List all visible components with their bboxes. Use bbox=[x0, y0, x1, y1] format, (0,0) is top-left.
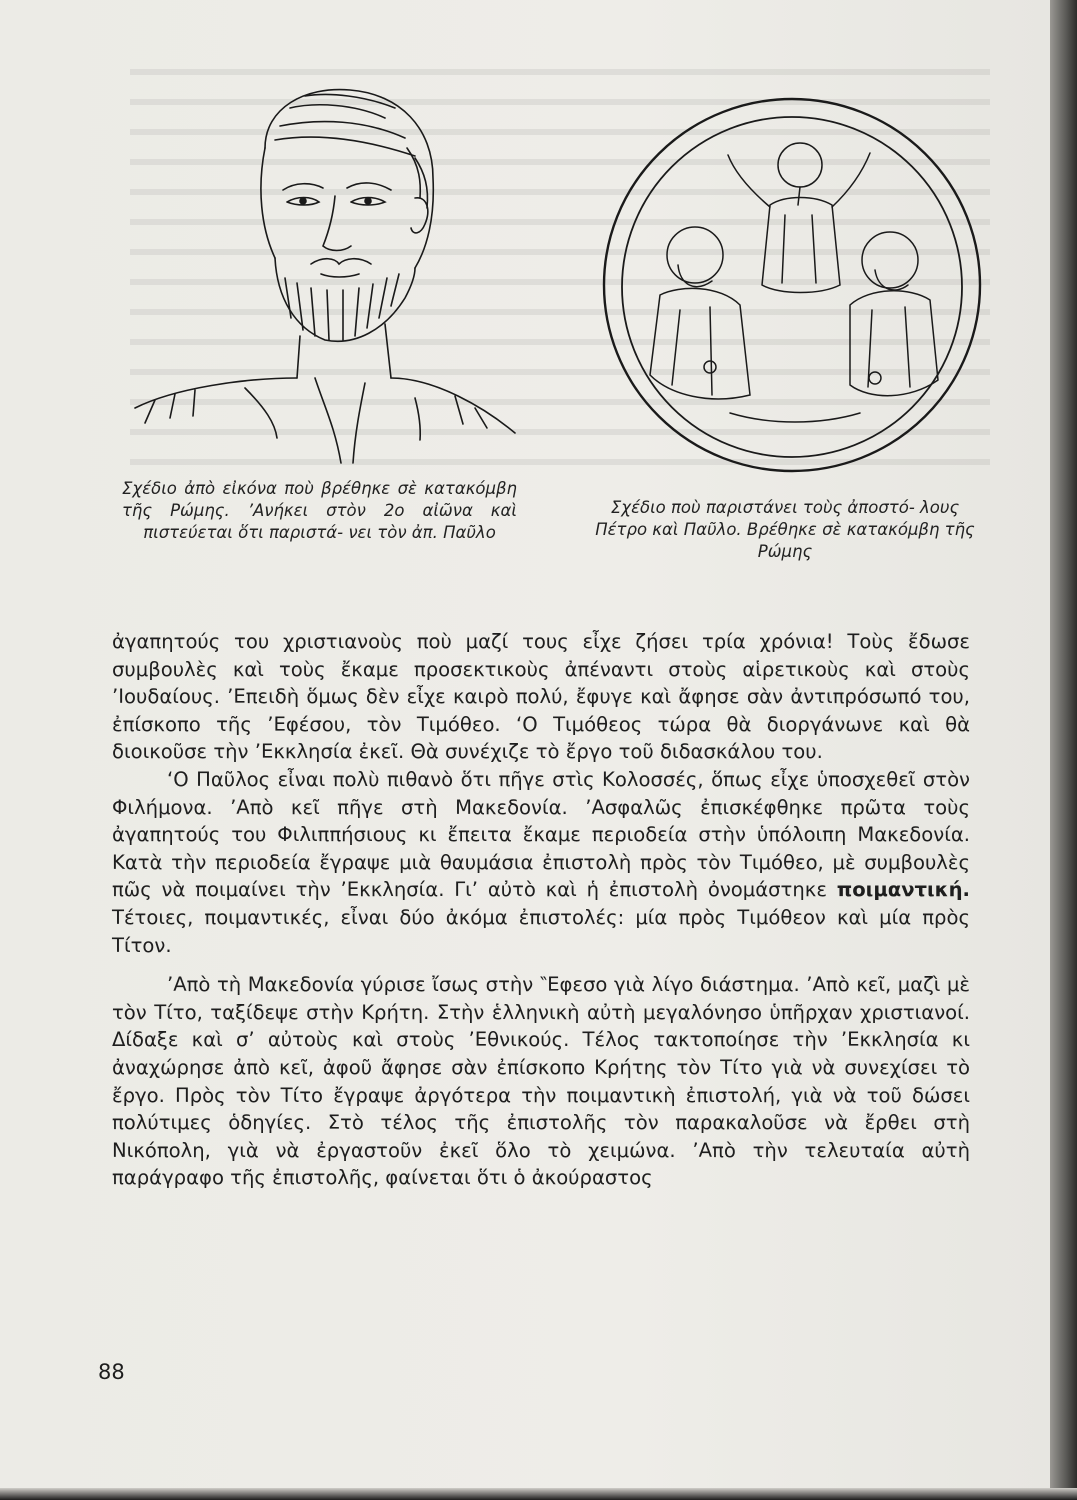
body-text bbox=[112, 628, 970, 1192]
figure-2-caption-line-1: Σχέδιο ποὺ παριστάνει τοὺς ἀποστό- bbox=[610, 498, 915, 517]
figure-2-caption bbox=[585, 497, 985, 563]
paragraph-2-bold-term: ποιμαντική. bbox=[836, 878, 970, 902]
figure-2-caption-line-3: κατακόμβη τῆς Ρώμης bbox=[757, 520, 975, 561]
book-spine bbox=[1050, 0, 1077, 1500]
paragraph-2-text-before: ‘Ο Παῦλος εἶναι πολὺ πιθανὸ ὅτι πῆγε στὶς Κολοσσές, ὅπως εἶχε ὑποσχεθεῖ στὸν Φιλήμονα. ’Απὸ κεῖ πῆγε στὴ Μακεδονία. ’Ασφαλῶς ἐπισκέφθηκε πρῶτα τοὺς ἀγαπητούς του Φιλιππήσιους κι ἔπειτα ἔκαμε περιοδεία στὴν ὑπόλοιπη Μακεδονία. Κατὰ τὴν περιοδεία ἔγραψε μιὰ θαυμάσια ἐπιστολὴ πρὸς τὸν Τιμόθεο, μὲ συμβουλὲς πῶς νὰ ποιμαίνει τὴν ’Εκκλησία. Γι’ αὐτὸ καὶ ἡ ἐπιστολὴ ὀνομάστηκε bbox=[112, 767, 970, 902]
paragraph-1: ἀγαπητούς του χριστιανοὺς ποὺ μαζί τους εἶχε ζήσει τρία χρόνια! Τοὺς ἔδωσε συμβουλὲς καὶ τοὺς ἔκαμε προσεκτικοὺς ἀπέναντι στοὺς αἱρετικοὺς καὶ στοὺς ’Ιουδαίους. ’Επειδὴ ὅμως δὲν εἶχε καιρὸ πολύ, ἔφυγε καὶ ἄφησε σὰν ἀντιπρόσωπό του, ἐπίσκοπο τῆς ’Εφέσου, τὸν Τιμόθεο. ‘Ο Τιμόθεος τώρα θὰ διοργάνωνε καὶ θὰ διοικοῦσε τὴν ’Εκκλησία ἐκεῖ. Θὰ συνέχιζε τὸ ἔργο τοῦ διδασκάλου του. bbox=[112, 630, 970, 764]
figure-1-caption-line-4: νει τὸν ἀπ. Παῦλο bbox=[348, 523, 496, 542]
scan-bottom-edge bbox=[0, 1488, 1077, 1500]
paragraph-2 bbox=[112, 766, 970, 959]
paul-portrait-sketch bbox=[115, 78, 525, 468]
figure-1-caption-line-1: Σχέδιο ἀπὸ εἰκόνα ποὺ βρέθηκε σὲ bbox=[122, 479, 417, 498]
paragraph-2-text-after: Τέτοιες, ποιμαντικές, εἶναι δύο ἀκόμα ἐπιστολές: μία πρὸς Τιμόθεον καὶ μία πρὸς Τίτον. bbox=[112, 905, 970, 957]
figure-1-caption-line-3: 2ο αἰῶνα καὶ πιστεύεται ὅτι παριστά- bbox=[143, 501, 517, 542]
figure-1-caption bbox=[122, 478, 517, 544]
figure-2-caption-line-2: λους Πέτρο καὶ Παῦλο. Βρέθηκε σὲ bbox=[595, 498, 960, 539]
page-number: 88 bbox=[98, 1360, 125, 1384]
paragraph-3: ’Απὸ τὴ Μακεδονία γύρισε ἴσως στὴν ‶Εφεσο γιὰ λίγο διάστημα. ’Απὸ κεῖ, μαζὶ μὲ τὸν Τίτο, ταξίδεψε στὴν Κρήτη. Στὴν ἑλληνικὴ αὐτὴ μεγαλόνησο ὑπῆρχαν χριστιανοί. Δίδαξε καὶ σ’ αὐτοὺς καὶ στοὺς ’Εθνικούς. Τέλος τακτοποίησε τὴν ’Εκκλησία κι ἀναχώρησε ἀπὸ κεῖ, ἀφοῦ ἄφησε σὰν ἐπίσκοπο Κρήτης τὸν Τίτο γιὰ νὰ συνεχίσει τὸ ἔργο. Πρὸς τὸν Τίτο ἔγραψε ἀργότερα τὴν ποιμαντικὴ ἐπιστολή, γιὰ νὰ τοῦ δώσει πολύτιμες ὁδηγίες. Στὸ τέλος τῆς ἐπιστολῆς τὸν παρακαλοῦσε νὰ ἔρθει στὴ Νικόπολη, γιὰ νὰ ἐργαστοῦν ἐκεῖ ὅλο τὸ χειμώνα. ’Απὸ τὴν τελευταία αὐτὴ παράγραφο τῆς ἐπιστολῆς, φαίνεται ὅτι ὁ ἀκούραστος bbox=[112, 973, 970, 1190]
figure-1-caption-line-2: κατακόμβη τῆς Ρώμης. ’Ανήκει στὸν bbox=[122, 479, 518, 520]
peter-paul-roundel-sketch bbox=[600, 95, 985, 475]
